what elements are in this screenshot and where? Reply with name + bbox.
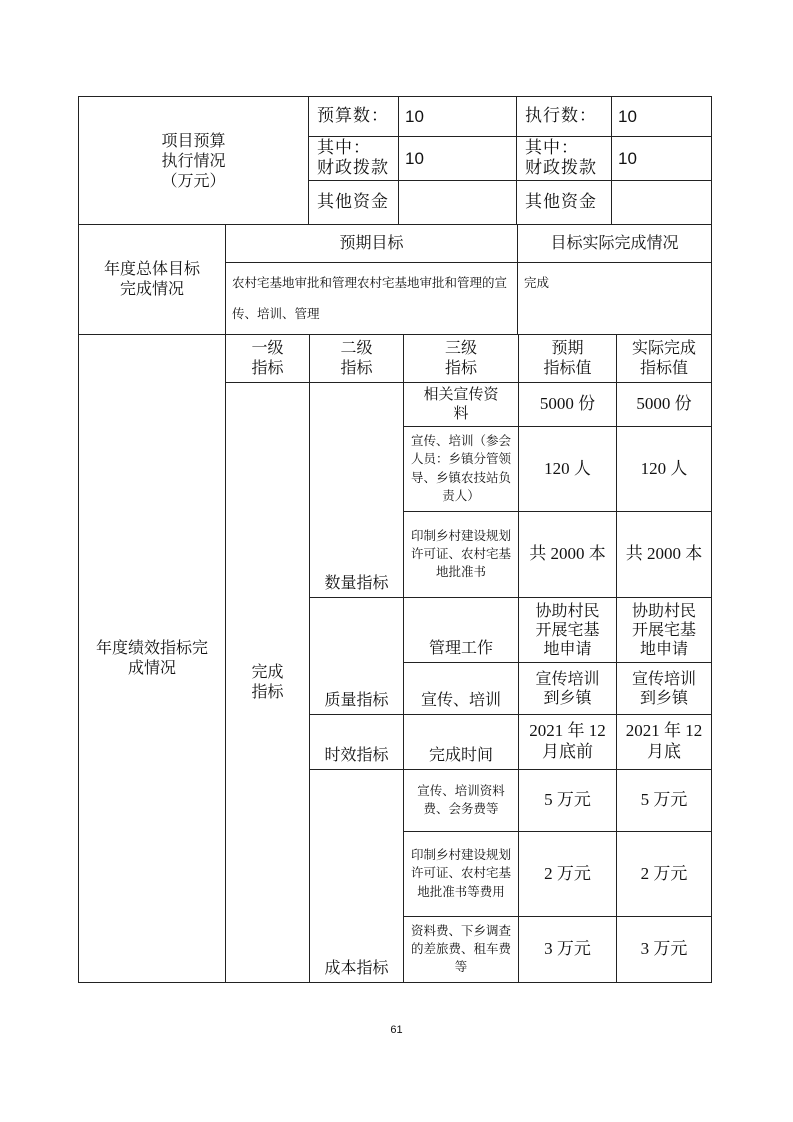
level1-completion: 完成 指标 [226,382,310,982]
exec-value: 10 [612,97,712,137]
expected-value: 2 万元 [519,831,617,916]
actual-value: 宣传培训 到乡镇 [617,662,712,714]
other-funds-value [399,181,517,225]
expected-value: 3 万元 [519,916,617,982]
actual-value: 5 万元 [617,769,712,831]
budget-value: 10 [399,97,517,137]
indicator-cell: 管理工作 [404,597,519,662]
col-header-level2: 二级 指标 [310,334,404,382]
col-header-expected: 预期 指标值 [519,334,617,382]
actual-value: 120 人 [617,426,712,511]
fiscal-exec-value: 10 [612,137,712,181]
performance-table [78,334,712,983]
other-funds-label: 其他资金 [309,181,399,225]
col-header-level1: 一级 指标 [226,334,310,382]
exec-label: 执行数： [517,97,612,137]
other-funds-exec-label: 其他资金 [517,181,612,225]
category-timeliness: 时效指标 [310,714,404,769]
expected-goal-text: 农村宅基地审批和管理农村宅基地审批和管理的宣传、培训、管理 [226,262,518,334]
expected-value: 共 2000 本 [519,511,617,597]
expected-goal-header: 预期目标 [226,224,518,262]
expected-value: 宣传培训 到乡镇 [519,662,617,714]
category-quality: 质量指标 [310,597,404,714]
indicator-cell: 完成时间 [404,714,519,769]
indicator-cell: 相关宣传资 料 [404,382,519,426]
indicator-cell: 宣传、培训资料费、会务费等 [404,769,519,831]
indicator-cell: 印制乡村建设规划许可证、农村宅基地批准书等费用 [404,831,519,916]
fiscal-label: 其中： 财政拨款 [309,137,399,181]
category-cost: 成本指标 [310,769,404,982]
actual-value: 共 2000 本 [617,511,712,597]
fiscal-budget-value: 10 [399,137,517,181]
expected-value: 2021 年 12 月底前 [519,714,617,769]
actual-value: 2021 年 12 月底 [617,714,712,769]
actual-value: 3 万元 [617,916,712,982]
actual-value: 2 万元 [617,831,712,916]
fiscal-exec-label: 其中： 财政拨款 [517,137,612,181]
page-number: 61 [390,1024,403,1036]
other-funds-exec-value [612,181,712,225]
actual-value: 协助村民 开展宅基 地申请 [617,597,712,662]
actual-goal-text: 完成 [518,262,712,334]
actual-goal-header: 目标实际完成情况 [518,224,712,262]
expected-value: 120 人 [519,426,617,511]
category-quantity: 数量指标 [310,382,404,597]
budget-table [78,96,712,225]
budget-label: 预算数： [309,97,399,137]
indicator-cell: 宣传、培训 [404,662,519,714]
col-header-level3: 三级 指标 [404,334,519,382]
performance-header: 年度绩效指标完 成情况 [79,334,226,982]
indicator-cell: 印制乡村建设规划许可证、农村宅基地批准书 [404,511,519,597]
expected-value: 5000 份 [519,382,617,426]
budget-header: 项目预算 执行情况 （万元） [79,97,309,225]
indicator-cell: 宣传、培训（参会人员：乡镇分管领导、乡镇农技站负责人） [404,426,519,511]
expected-value: 协助村民 开展宅基 地申请 [519,597,617,662]
goal-table [78,224,712,335]
goal-header: 年度总体目标 完成情况 [79,224,226,334]
expected-value: 5 万元 [519,769,617,831]
indicator-cell: 资料费、下乡调查的差旅费、租车费等 [404,916,519,982]
actual-value: 5000 份 [617,382,712,426]
col-header-actual: 实际完成 指标值 [617,334,712,382]
